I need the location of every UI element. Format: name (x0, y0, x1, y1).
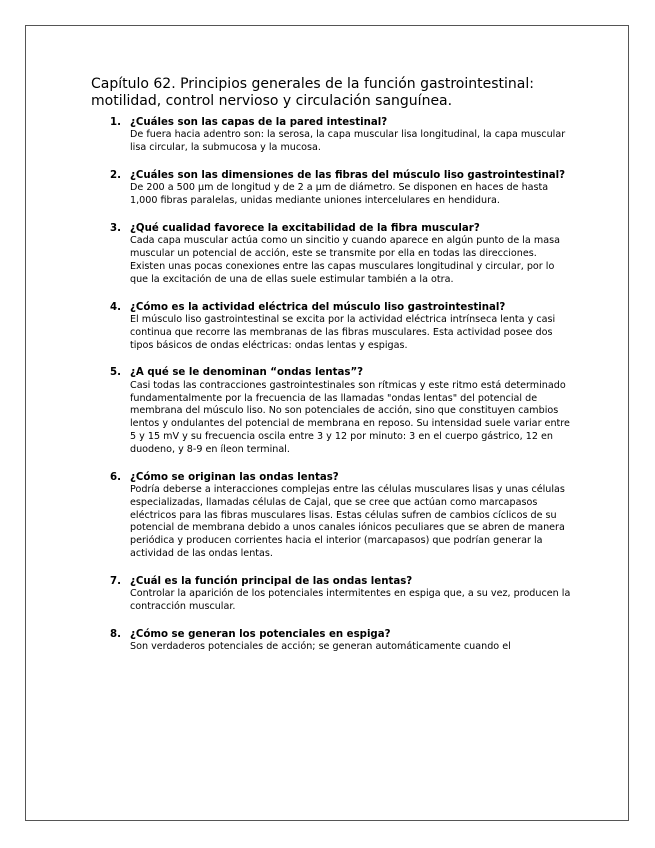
question-text: ¿Cómo se originan las ondas lentas? (130, 471, 339, 483)
answer-text: Cada capa muscular actúa como un sincitio y cuando aparece en algún punto de la masa muscular un potencial de acción, este se transmite por ella en todas las direcciones. (130, 235, 560, 260)
item-number: 4. (110, 301, 121, 313)
chapter-title: Capítulo 62. Principios generales de la función gastrointestinal: motilidad, control nervioso y circulación sanguínea. (91, 76, 534, 109)
qa-item-7 (110, 576, 575, 614)
qa-item-8 (110, 629, 575, 654)
qa-item-3 (110, 223, 575, 287)
qa-item-2 (110, 170, 575, 208)
question-text: ¿Cuáles son las capas de la pared intestinal? (130, 117, 388, 128)
item-number: 5. (110, 367, 121, 379)
item-number: 7. (110, 575, 121, 587)
answer-text: Podría deberse a interacciones complejas entre las células musculares lisas y unas células especializadas, llamadas células de Cajal, que se cree que actúan como marcapasos eléctricos para las fibras musculares lisas. Estas células sufren de cambios cíclicos de su potencial de membrana debido a unos canales iónicos peculiares que se abren de manera periódica y producen corrientes hacia el interior (marcapasos) que podrían generar la actividad de las ondas lentas. (130, 483, 565, 559)
item-number: 3. (110, 223, 121, 234)
answer-text: El músculo liso gastrointestinal se excita por la actividad eléctrica intrínseca lenta y casi continua que recorre las membranas de las fibras musculares. Esta actividad posee dos tipos básicos de ondas eléctricas: ondas lentas y espigas. (130, 314, 556, 351)
answer-text: Controlar la aparición de los potenciales intermitentes en espiga que, a su vez, producen la contracción muscular. (130, 588, 571, 612)
item-number: 8. (110, 628, 121, 640)
answer-text: De fuera hacia adentro son: la serosa, la capa muscular lisa longitudinal, la capa muscular lisa circular, la submucosa y la mucosa. (130, 129, 566, 154)
question-text: ¿Cuál es la función principal de las ondas lentas? (130, 575, 413, 587)
question-text: ¿Cómo es la actividad eléctrica del músculo liso gastrointestinal? (130, 301, 506, 313)
answer-text: Son verdaderos potenciales de acción; se generan automáticamente cuando el (130, 641, 511, 653)
item-number: 1. (110, 117, 121, 128)
question-list (110, 117, 575, 669)
item-number: 2. (110, 170, 121, 181)
question-text: ¿Cuáles son las dimensiones de las fibras del músculo liso gastrointestinal? (130, 170, 566, 181)
question-text: ¿Qué cualidad favorece la excitabilidad de la fibra muscular? (130, 223, 480, 234)
qa-item-1 (110, 117, 575, 155)
qa-item-5 (110, 367, 575, 456)
answer-text: Casi todas las contracciones gastrointestinales son rítmicas y este ritmo está determinado fundamentalmente por la frecuencia de las llamadas "ondas lentas" del potencial de membrana del músculo liso. No son potenciales de acción, sino que constituyen cambios lentos y ondulantes del potencial de membrana en reposo. Su intensidad suele variar entre 5 y 15 mV y su frecuencia oscila entre 3 y 12 por minuto: 3 en el cuerpo gástrico, 12 en duodeno, y 8-9 en íleon terminal. (130, 379, 570, 455)
answer-text: Existen unas pocas conexiones entre las capas musculares longitudinal y circular, por lo que la excitación de una de ellas suele estimular también a la otra. (130, 261, 555, 285)
qa-item-6 (110, 472, 575, 561)
question-text: ¿Cómo se generan los potenciales en espiga? (130, 628, 391, 640)
answer-text: De 200 a 500 µm de longitud y de 2 a µm de diámetro. Se disponen en haces de hasta 1,000 fibras paralelas, unidas mediante uniones intercelulares en hendidura. (130, 182, 549, 207)
question-text: ¿A qué se le denominan “ondas lentas”? (130, 367, 364, 379)
qa-item-4 (110, 302, 575, 353)
item-number: 6. (110, 471, 121, 483)
